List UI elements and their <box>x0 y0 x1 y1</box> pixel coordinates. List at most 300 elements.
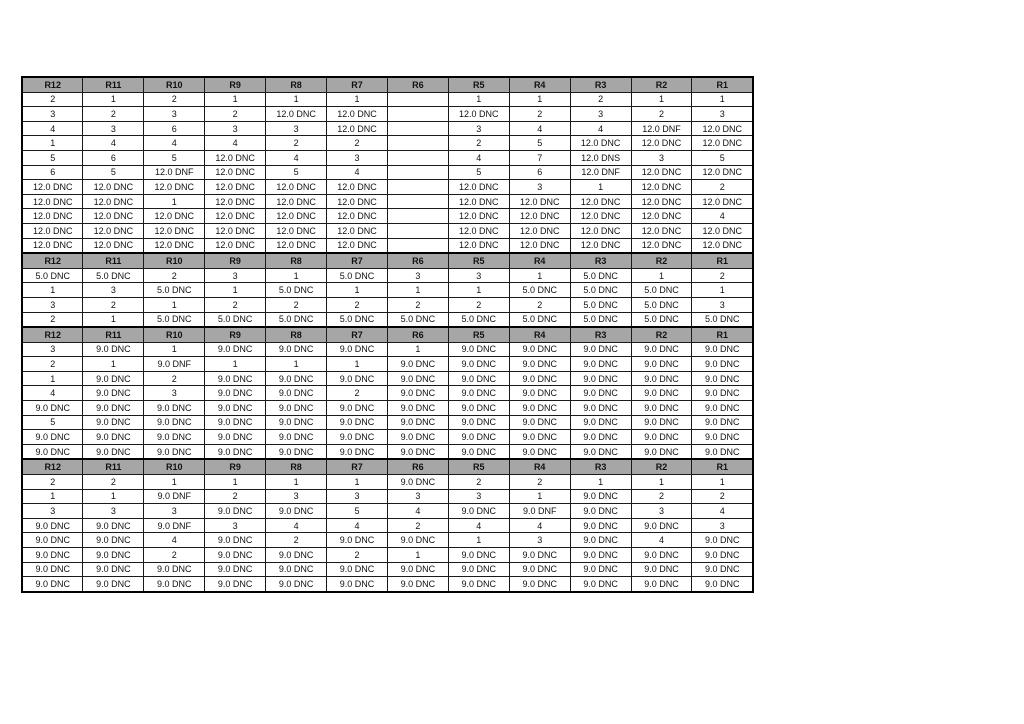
table-cell: 12.0 DNC <box>266 194 327 209</box>
table-cell: 9.0 DNC <box>387 357 448 372</box>
table-cell: 12.0 DNC <box>144 223 205 238</box>
table-cell: 5.0 DNC <box>144 312 205 327</box>
table-cell: 9.0 DNF <box>144 357 205 372</box>
table-cell: 9.0 DNC <box>509 371 570 386</box>
table-cell: 9.0 DNC <box>631 357 692 372</box>
table-cell <box>387 121 448 136</box>
table-cell: 4 <box>83 136 144 151</box>
table-cell: 1 <box>205 92 266 107</box>
table-cell: 9.0 DNC <box>448 342 509 357</box>
table-cell: 9.0 DNC <box>83 562 144 577</box>
table-cell: 1 <box>266 268 327 283</box>
table-row <box>22 107 753 122</box>
table-cell: 9.0 DNC <box>327 430 388 445</box>
column-header: R12 <box>22 77 83 92</box>
table-cell: 9.0 DNC <box>387 430 448 445</box>
table-cell: 9.0 DNC <box>448 548 509 563</box>
table-cell: 4 <box>144 136 205 151</box>
table-cell: 9.0 DNC <box>387 415 448 430</box>
table-cell: 9.0 DNC <box>692 562 753 577</box>
table-cell: 12.0 DNC <box>266 238 327 253</box>
table-cell: 9.0 DNC <box>83 444 144 459</box>
table-cell: 2 <box>509 107 570 122</box>
table-cell: 9.0 DNC <box>205 401 266 416</box>
table-cell: 9.0 DNC <box>205 342 266 357</box>
table-cell: 5.0 DNC <box>22 268 83 283</box>
table-cell: 9.0 DNC <box>83 415 144 430</box>
table-cell: 9.0 DNC <box>509 342 570 357</box>
table-cell: 9.0 DNC <box>570 357 631 372</box>
table-cell: 12.0 DNC <box>570 223 631 238</box>
column-header: R10 <box>144 327 205 342</box>
table-cell: 3 <box>144 504 205 519</box>
table-cell: 9.0 DNC <box>144 562 205 577</box>
table-cell: 2 <box>327 297 388 312</box>
table-cell: 9.0 DNC <box>509 444 570 459</box>
header-row <box>22 327 753 342</box>
table-cell: 12.0 DNC <box>327 180 388 195</box>
table-cell: 4 <box>327 518 388 533</box>
table-cell: 12.0 DNC <box>327 121 388 136</box>
table-cell: 9.0 DNC <box>692 444 753 459</box>
table-cell: 9.0 DNC <box>692 415 753 430</box>
table-row <box>22 371 753 386</box>
column-header: R2 <box>631 327 692 342</box>
table-cell: 9.0 DNC <box>266 430 327 445</box>
table-cell: 9.0 DNC <box>448 401 509 416</box>
table-cell: 12.0 DNC <box>692 121 753 136</box>
table-cell: 3 <box>205 518 266 533</box>
table-cell: 3 <box>387 489 448 504</box>
table-cell: 2 <box>327 548 388 563</box>
table-cell: 5.0 DNC <box>205 312 266 327</box>
column-header: R8 <box>266 77 327 92</box>
table-cell: 5.0 DNC <box>631 297 692 312</box>
table-cell: 9.0 DNC <box>205 386 266 401</box>
table-cell: 9.0 DNC <box>631 342 692 357</box>
table-cell: 9.0 DNC <box>205 415 266 430</box>
table-cell: 1 <box>692 475 753 490</box>
table-cell: 12.0 DNC <box>22 180 83 195</box>
table-cell: 3 <box>448 121 509 136</box>
table-cell: 2 <box>692 489 753 504</box>
table-cell: 3 <box>692 297 753 312</box>
table-row <box>22 504 753 519</box>
table-cell: 3 <box>387 268 448 283</box>
table-cell: 9.0 DNC <box>387 401 448 416</box>
table-cell: 2 <box>266 136 327 151</box>
table-cell: 9.0 DNC <box>83 533 144 548</box>
table-cell: 9.0 DNC <box>22 518 83 533</box>
table-cell: 2 <box>83 475 144 490</box>
table-row <box>22 548 753 563</box>
table-cell: 9.0 DNC <box>205 562 266 577</box>
table-cell: 3 <box>266 121 327 136</box>
table-cell: 2 <box>448 136 509 151</box>
table-cell: 5.0 DNC <box>327 312 388 327</box>
table-cell: 12.0 DNC <box>83 209 144 224</box>
table-cell: 12.0 DNC <box>266 223 327 238</box>
table-row <box>22 577 753 592</box>
table-cell: 3 <box>205 268 266 283</box>
table-cell: 1 <box>83 489 144 504</box>
table-cell: 1 <box>83 357 144 372</box>
table-row <box>22 150 753 165</box>
table-cell: 12.0 DNC <box>509 223 570 238</box>
table-cell: 1 <box>327 283 388 298</box>
table-cell: 12.0 DNC <box>509 209 570 224</box>
table-cell: 3 <box>266 489 327 504</box>
table-cell: 9.0 DNC <box>327 371 388 386</box>
table-cell: 9.0 DNC <box>327 577 388 592</box>
table-cell: 5 <box>22 415 83 430</box>
table-cell: 5 <box>144 150 205 165</box>
table-cell: 12.0 DNC <box>205 165 266 180</box>
table-cell: 9.0 DNC <box>144 577 205 592</box>
table-cell: 1 <box>448 92 509 107</box>
table-cell: 12.0 DNC <box>509 194 570 209</box>
table-cell: 9.0 DNC <box>692 386 753 401</box>
table-row <box>22 238 753 253</box>
column-header: R6 <box>387 77 448 92</box>
table-cell: 3 <box>22 504 83 519</box>
table-cell: 4 <box>22 386 83 401</box>
table-cell: 5.0 DNC <box>570 283 631 298</box>
table-cell: 9.0 DNC <box>266 401 327 416</box>
table-cell: 12.0 DNC <box>570 238 631 253</box>
table-cell: 9.0 DNC <box>448 357 509 372</box>
table-row <box>22 562 753 577</box>
table-cell: 12.0 DNC <box>22 194 83 209</box>
table-cell: 9.0 DNC <box>509 577 570 592</box>
table-cell: 2 <box>144 548 205 563</box>
table-cell: 9.0 DNC <box>509 386 570 401</box>
table-row <box>22 342 753 357</box>
table-cell: 3 <box>83 121 144 136</box>
table-cell: 12.0 DNC <box>266 180 327 195</box>
table-cell: 9.0 DNC <box>509 415 570 430</box>
table-cell: 3 <box>448 268 509 283</box>
table-cell: 2 <box>22 475 83 490</box>
table-cell: 9.0 DNC <box>509 548 570 563</box>
table-cell: 12.0 DNC <box>327 107 388 122</box>
column-header: R12 <box>22 459 83 474</box>
table-row <box>22 415 753 430</box>
table-cell: 6 <box>144 121 205 136</box>
column-header: R10 <box>144 253 205 268</box>
table-cell: 5.0 DNC <box>570 312 631 327</box>
table-cell: 12.0 DNC <box>22 223 83 238</box>
table-cell: 4 <box>448 518 509 533</box>
table-cell: 3 <box>631 504 692 519</box>
table-cell: 9.0 DNC <box>631 386 692 401</box>
table-row <box>22 268 753 283</box>
table-row <box>22 312 753 327</box>
table-cell: 4 <box>509 121 570 136</box>
table-cell: 9.0 DNC <box>692 533 753 548</box>
table-cell: 9.0 DNC <box>205 548 266 563</box>
column-header: R10 <box>144 459 205 474</box>
table-cell: 4 <box>327 165 388 180</box>
column-header: R4 <box>509 77 570 92</box>
table-cell: 3 <box>144 386 205 401</box>
table-cell: 12.0 DNC <box>692 165 753 180</box>
table-cell: 1 <box>205 357 266 372</box>
table-cell: 9.0 DNC <box>509 401 570 416</box>
table-cell: 9.0 DNC <box>205 371 266 386</box>
header-row <box>22 459 753 474</box>
table-cell: 1 <box>509 489 570 504</box>
table-cell: 1 <box>327 475 388 490</box>
table-row <box>22 180 753 195</box>
column-header: R7 <box>327 327 388 342</box>
header-row <box>22 77 753 92</box>
table-cell: 5 <box>509 136 570 151</box>
table-cell <box>387 180 448 195</box>
column-header: R6 <box>387 327 448 342</box>
column-header: R2 <box>631 253 692 268</box>
results-group <box>22 77 753 253</box>
table-cell: 2 <box>631 489 692 504</box>
table-cell: 9.0 DNC <box>266 386 327 401</box>
table-cell: 4 <box>692 209 753 224</box>
table-cell: 9.0 DNC <box>570 577 631 592</box>
table-cell: 9.0 DNC <box>631 548 692 563</box>
table-cell: 12.0 DNC <box>631 194 692 209</box>
table-cell: 6 <box>83 150 144 165</box>
table-cell: 1 <box>631 268 692 283</box>
table-cell: 9.0 DNC <box>631 444 692 459</box>
table-cell: 12.0 DNC <box>631 238 692 253</box>
table-cell: 1 <box>509 268 570 283</box>
table-cell: 2 <box>448 297 509 312</box>
table-cell: 4 <box>266 518 327 533</box>
table-cell: 1 <box>83 312 144 327</box>
table-cell: 12.0 DNC <box>83 194 144 209</box>
table-cell: 9.0 DNC <box>448 430 509 445</box>
column-header: R5 <box>448 77 509 92</box>
table-cell: 2 <box>144 92 205 107</box>
table-cell: 9.0 DNC <box>83 518 144 533</box>
table-cell: 1 <box>448 533 509 548</box>
table-cell: 12.0 DNC <box>692 238 753 253</box>
table-cell: 1 <box>692 283 753 298</box>
table-cell: 9.0 DNC <box>570 371 631 386</box>
table-cell: 12.0 DNC <box>570 136 631 151</box>
table-cell: 5.0 DNC <box>631 312 692 327</box>
column-header: R9 <box>205 77 266 92</box>
table-cell: 3 <box>692 107 753 122</box>
table-cell: 3 <box>144 107 205 122</box>
table-cell: 5.0 DNC <box>266 283 327 298</box>
column-header: R7 <box>327 253 388 268</box>
table-row <box>22 386 753 401</box>
table-row <box>22 444 753 459</box>
table-cell: 3 <box>692 518 753 533</box>
table-cell: 12.0 DNC <box>448 209 509 224</box>
table-cell: 12.0 DNC <box>144 180 205 195</box>
table-cell: 9.0 DNC <box>83 371 144 386</box>
table-cell <box>387 107 448 122</box>
table-cell: 12.0 DNC <box>631 209 692 224</box>
table-cell: 12.0 DNF <box>144 165 205 180</box>
column-header: R4 <box>509 327 570 342</box>
table-cell: 12.0 DNC <box>266 209 327 224</box>
table-cell: 9.0 DNC <box>692 342 753 357</box>
table-cell: 9.0 DNC <box>266 562 327 577</box>
table-cell: 4 <box>205 136 266 151</box>
table-cell: 4 <box>509 518 570 533</box>
column-header: R10 <box>144 77 205 92</box>
table-cell: 1 <box>83 92 144 107</box>
table-cell: 9.0 DNC <box>327 415 388 430</box>
column-header: R12 <box>22 253 83 268</box>
table-cell: 4 <box>631 533 692 548</box>
table-cell: 9.0 DNC <box>509 357 570 372</box>
table-cell: 9.0 DNC <box>631 371 692 386</box>
table-cell: 12.0 DNC <box>327 194 388 209</box>
column-header: R9 <box>205 327 266 342</box>
table-cell: 2 <box>205 107 266 122</box>
table-cell: 12.0 DNC <box>448 194 509 209</box>
table-cell: 12.0 DNC <box>205 209 266 224</box>
table-cell: 9.0 DNC <box>83 401 144 416</box>
table-cell: 2 <box>266 533 327 548</box>
header-row <box>22 253 753 268</box>
table-cell: 9.0 DNC <box>83 577 144 592</box>
table-cell <box>387 223 448 238</box>
table-cell: 12.0 DNC <box>448 223 509 238</box>
table-cell: 9.0 DNC <box>266 504 327 519</box>
table-cell: 1 <box>327 357 388 372</box>
table-cell: 1 <box>631 92 692 107</box>
table-cell: 9.0 DNC <box>570 504 631 519</box>
table-cell: 3 <box>83 504 144 519</box>
table-cell: 5.0 DNC <box>631 283 692 298</box>
table-cell: 9.0 DNC <box>570 533 631 548</box>
table-cell: 12.0 DNC <box>570 194 631 209</box>
table-cell: 12.0 DNC <box>205 238 266 253</box>
table-cell <box>387 238 448 253</box>
table-cell: 1 <box>631 475 692 490</box>
table-cell: 3 <box>509 533 570 548</box>
table-cell: 9.0 DNC <box>448 577 509 592</box>
column-header: R6 <box>387 253 448 268</box>
table-cell: 2 <box>387 518 448 533</box>
table-cell: 9.0 DNC <box>266 415 327 430</box>
table-cell: 9.0 DNC <box>22 430 83 445</box>
table-cell <box>387 209 448 224</box>
table-cell: 9.0 DNC <box>327 401 388 416</box>
table-cell: 12.0 DNC <box>266 107 327 122</box>
table-cell: 4 <box>387 504 448 519</box>
table-row <box>22 518 753 533</box>
table-cell: 7 <box>509 150 570 165</box>
column-header: R2 <box>631 459 692 474</box>
table-cell: 2 <box>692 180 753 195</box>
table-cell: 12.0 DNC <box>448 107 509 122</box>
table-cell: 3 <box>22 107 83 122</box>
table-cell: 9.0 DNC <box>205 504 266 519</box>
table-cell: 12.0 DNC <box>692 194 753 209</box>
table-cell: 9.0 DNC <box>327 562 388 577</box>
table-cell: 4 <box>692 504 753 519</box>
table-cell: 9.0 DNC <box>22 562 83 577</box>
column-header: R1 <box>692 77 753 92</box>
table-cell: 9.0 DNC <box>266 548 327 563</box>
column-header: R1 <box>692 327 753 342</box>
table-cell: 2 <box>205 297 266 312</box>
table-row <box>22 136 753 151</box>
table-cell: 2 <box>83 297 144 312</box>
table-cell: 5.0 DNC <box>570 297 631 312</box>
table-cell: 9.0 DNC <box>387 533 448 548</box>
results-group <box>22 327 753 459</box>
table-cell: 9.0 DNC <box>570 489 631 504</box>
table-cell: 12.0 DNC <box>205 150 266 165</box>
table-cell: 1 <box>448 283 509 298</box>
table-cell: 1 <box>144 342 205 357</box>
column-header: R8 <box>266 253 327 268</box>
table-cell: 9.0 DNC <box>266 444 327 459</box>
table-cell: 2 <box>387 297 448 312</box>
table-cell: 12.0 DNC <box>144 209 205 224</box>
table-cell: 9.0 DNC <box>205 577 266 592</box>
results-table <box>21 76 754 593</box>
table-row <box>22 92 753 107</box>
table-cell: 1 <box>327 92 388 107</box>
table-cell: 1 <box>205 475 266 490</box>
table-cell: 2 <box>266 297 327 312</box>
table-cell: 5.0 DNC <box>387 312 448 327</box>
table-row <box>22 297 753 312</box>
table-cell: 5.0 DNC <box>570 268 631 283</box>
table-cell: 9.0 DNC <box>144 401 205 416</box>
table-cell: 1 <box>387 548 448 563</box>
table-cell: 9.0 DNC <box>570 430 631 445</box>
table-cell: 5.0 DNC <box>448 312 509 327</box>
table-cell: 4 <box>22 121 83 136</box>
table-cell: 9.0 DNC <box>144 430 205 445</box>
table-cell: 9.0 DNC <box>448 415 509 430</box>
table-cell: 12.0 DNC <box>631 223 692 238</box>
table-cell: 12.0 DNC <box>631 136 692 151</box>
table-cell: 5.0 DNC <box>509 283 570 298</box>
table-row <box>22 401 753 416</box>
table-cell: 12.0 DNF <box>631 121 692 136</box>
table-cell: 9.0 DNC <box>205 430 266 445</box>
table-cell: 2 <box>570 92 631 107</box>
table-cell: 9.0 DNC <box>83 548 144 563</box>
table-cell: 12.0 DNC <box>205 194 266 209</box>
table-cell: 9.0 DNC <box>570 518 631 533</box>
table-cell: 12.0 DNC <box>448 180 509 195</box>
table-cell: 2 <box>22 92 83 107</box>
column-header: R7 <box>327 459 388 474</box>
table-cell: 5.0 DNC <box>266 312 327 327</box>
table-cell: 9.0 DNC <box>83 430 144 445</box>
table-cell: 3 <box>631 150 692 165</box>
table-cell <box>387 165 448 180</box>
table-cell: 4 <box>570 121 631 136</box>
table-cell <box>387 136 448 151</box>
column-header: R4 <box>509 253 570 268</box>
table-cell: 1 <box>570 180 631 195</box>
table-cell: 12.0 DNC <box>692 223 753 238</box>
table-cell: 12.0 DNC <box>509 238 570 253</box>
table-cell: 5.0 DNC <box>83 268 144 283</box>
table-cell: 5.0 DNC <box>144 283 205 298</box>
